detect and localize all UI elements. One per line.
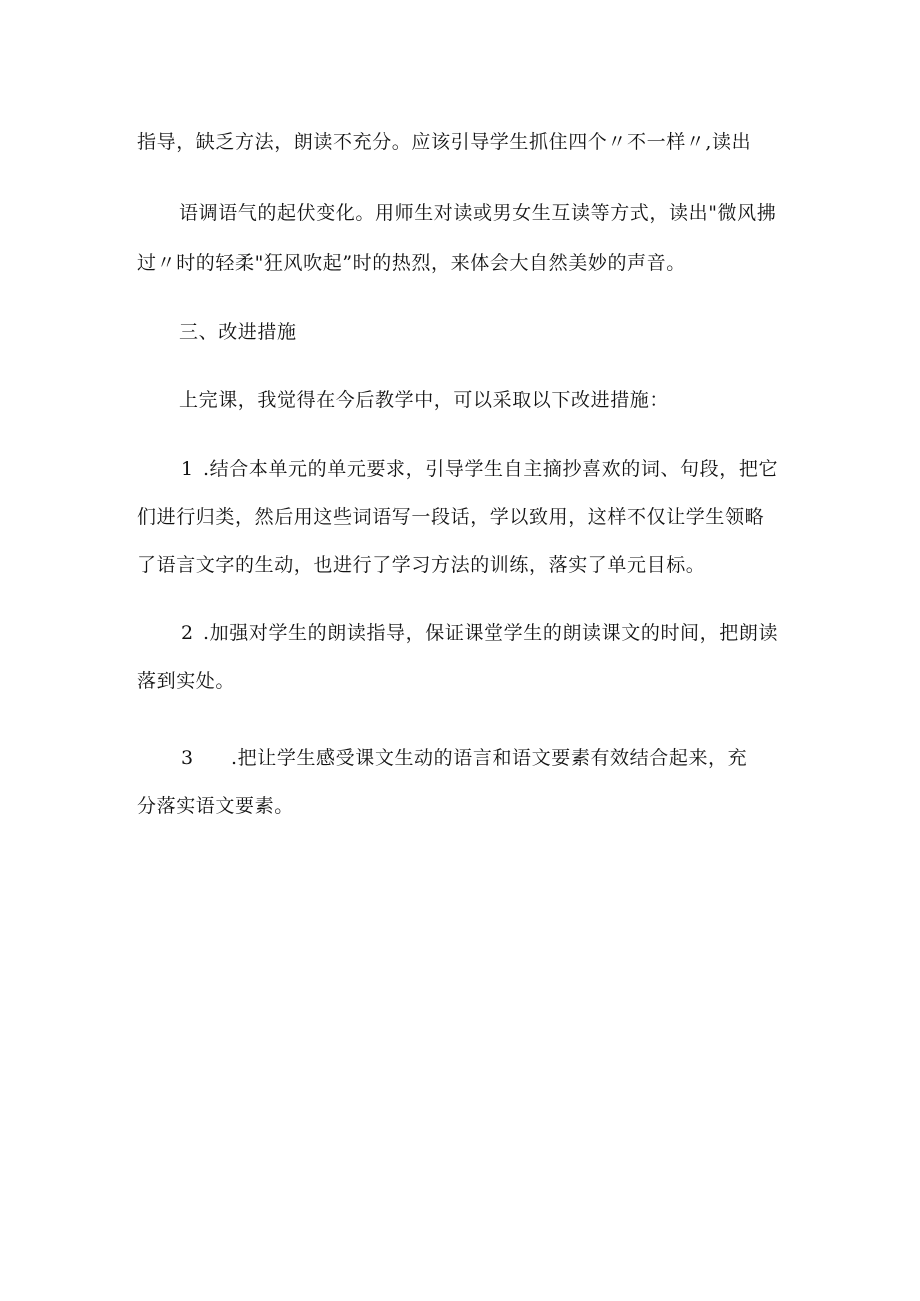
intro-line: 上完课，我觉得在今后教学中，可以采取以下改进措施： — [179, 389, 670, 411]
item-3-line-2: 分落实语文要素。 — [137, 795, 294, 817]
item-2-line-1: .加强对学生的朗读指导，保证课堂学生的朗读课文的时间，把朗读 — [203, 622, 779, 644]
item-3-line-1: .把让学生感受课文生动的语言和语文要素有效结合起来，充 — [231, 747, 748, 769]
item-2-line-2: 落到实处。 — [137, 670, 236, 692]
paragraph-line-2: 语调语气的起伏变化。用师生对读或男女生互读等方式，读出"微风拂 — [179, 202, 777, 224]
item-1-line-3: 了语言文字的生动，也进行了学习方法的训练，落实了单元目标。 — [137, 554, 706, 576]
item-1-line-1: .结合本单元的单元要求，引导学生自主摘抄喜欢的词、句段，把它 — [203, 458, 779, 480]
paragraph-line-1: 指导，缺乏方法，朗读不充分。应该引导学生抓住四个〃不一样〃,读出 — [137, 131, 752, 153]
item-number-2: 2 — [181, 622, 194, 644]
item-number-3: 3 — [181, 747, 194, 769]
section-heading: 三、改进措施 — [179, 321, 297, 343]
item-1-line-2: 们进行归类，然后用这些词语写一段话，学以致用，这样不仅让学生领略 — [137, 506, 765, 528]
item-number-1: 1 — [181, 458, 194, 480]
paragraph-line-3: 过〃时的轻柔"狂风吹起”时的热烈，来体会大自然美妙的声音。 — [137, 252, 686, 274]
